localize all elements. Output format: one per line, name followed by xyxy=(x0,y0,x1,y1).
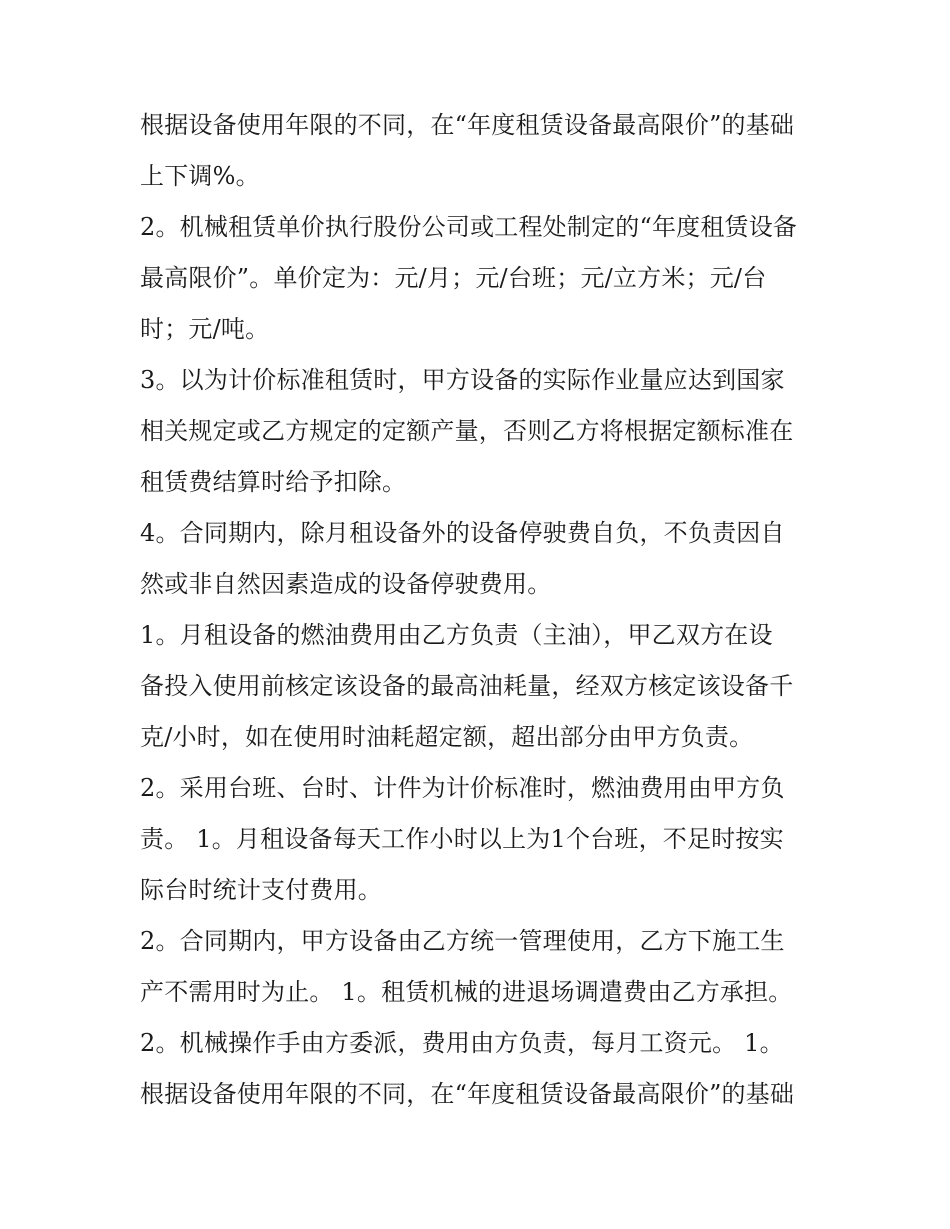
text-line: 3。以为计价标准租赁时，甲方设备的实际作业量应达到国家 xyxy=(140,366,785,394)
text-line: 2。机械操作手由方委派，费用由方负责，每月工资元。 1。 xyxy=(140,1029,784,1057)
text-line: 然或非自然因素造成的设备停驶费用。 xyxy=(140,570,552,598)
text-line: 上下调%。 xyxy=(140,162,260,190)
text-line: 4。合同期内，除月租设备外的设备停驶费自负，不负责因自 xyxy=(140,519,785,547)
text-line: 最高限价”。单价定为：元/月；元/台班；元/立方米；元/台 xyxy=(140,264,767,292)
text-line: 1。月租设备的燃油费用由乙方负责（主油），甲乙双方在设 xyxy=(140,621,773,649)
text-line: 责。 1。月租设备每天工作小时以上为1个台班，不足时按实 xyxy=(140,825,784,853)
text-line: 2。合同期内，甲方设备由乙方统一管理使用，乙方下施工生 xyxy=(140,927,785,955)
text-line: 相关规定或乙方规定的定额产量，否则乙方将根据定额标准在 xyxy=(140,417,794,445)
text-line: 租赁费结算时给予扣除。 xyxy=(140,468,407,496)
document-body xyxy=(140,100,830,1120)
text-line: 产不需用时为止。 1。租赁机械的进退场调遣费由乙方承担。 xyxy=(140,978,793,1006)
text-line: 根据设备使用年限的不同，在“年度租赁设备最高限价”的基础 xyxy=(140,111,795,139)
text-line: 2。机械租赁单价执行股份公司或工程处制定的“年度租赁设备 xyxy=(140,213,798,241)
text-line: 克/小时，如在使用时油耗超定额，超出部分由甲方负责。 xyxy=(140,723,754,751)
text-line: 备投入使用前核定该设备的最高油耗量，经双方核定该设备千 xyxy=(140,672,794,700)
text-line: 2。采用台班、台时、计件为计价标准时，燃油费用由甲方负 xyxy=(140,774,785,802)
text-line: 根据设备使用年限的不同，在“年度租赁设备最高限价”的基础 xyxy=(140,1080,795,1108)
text-line: 际台时统计支付费用。 xyxy=(140,876,382,904)
text-line: 时；元/吨。 xyxy=(140,315,270,343)
